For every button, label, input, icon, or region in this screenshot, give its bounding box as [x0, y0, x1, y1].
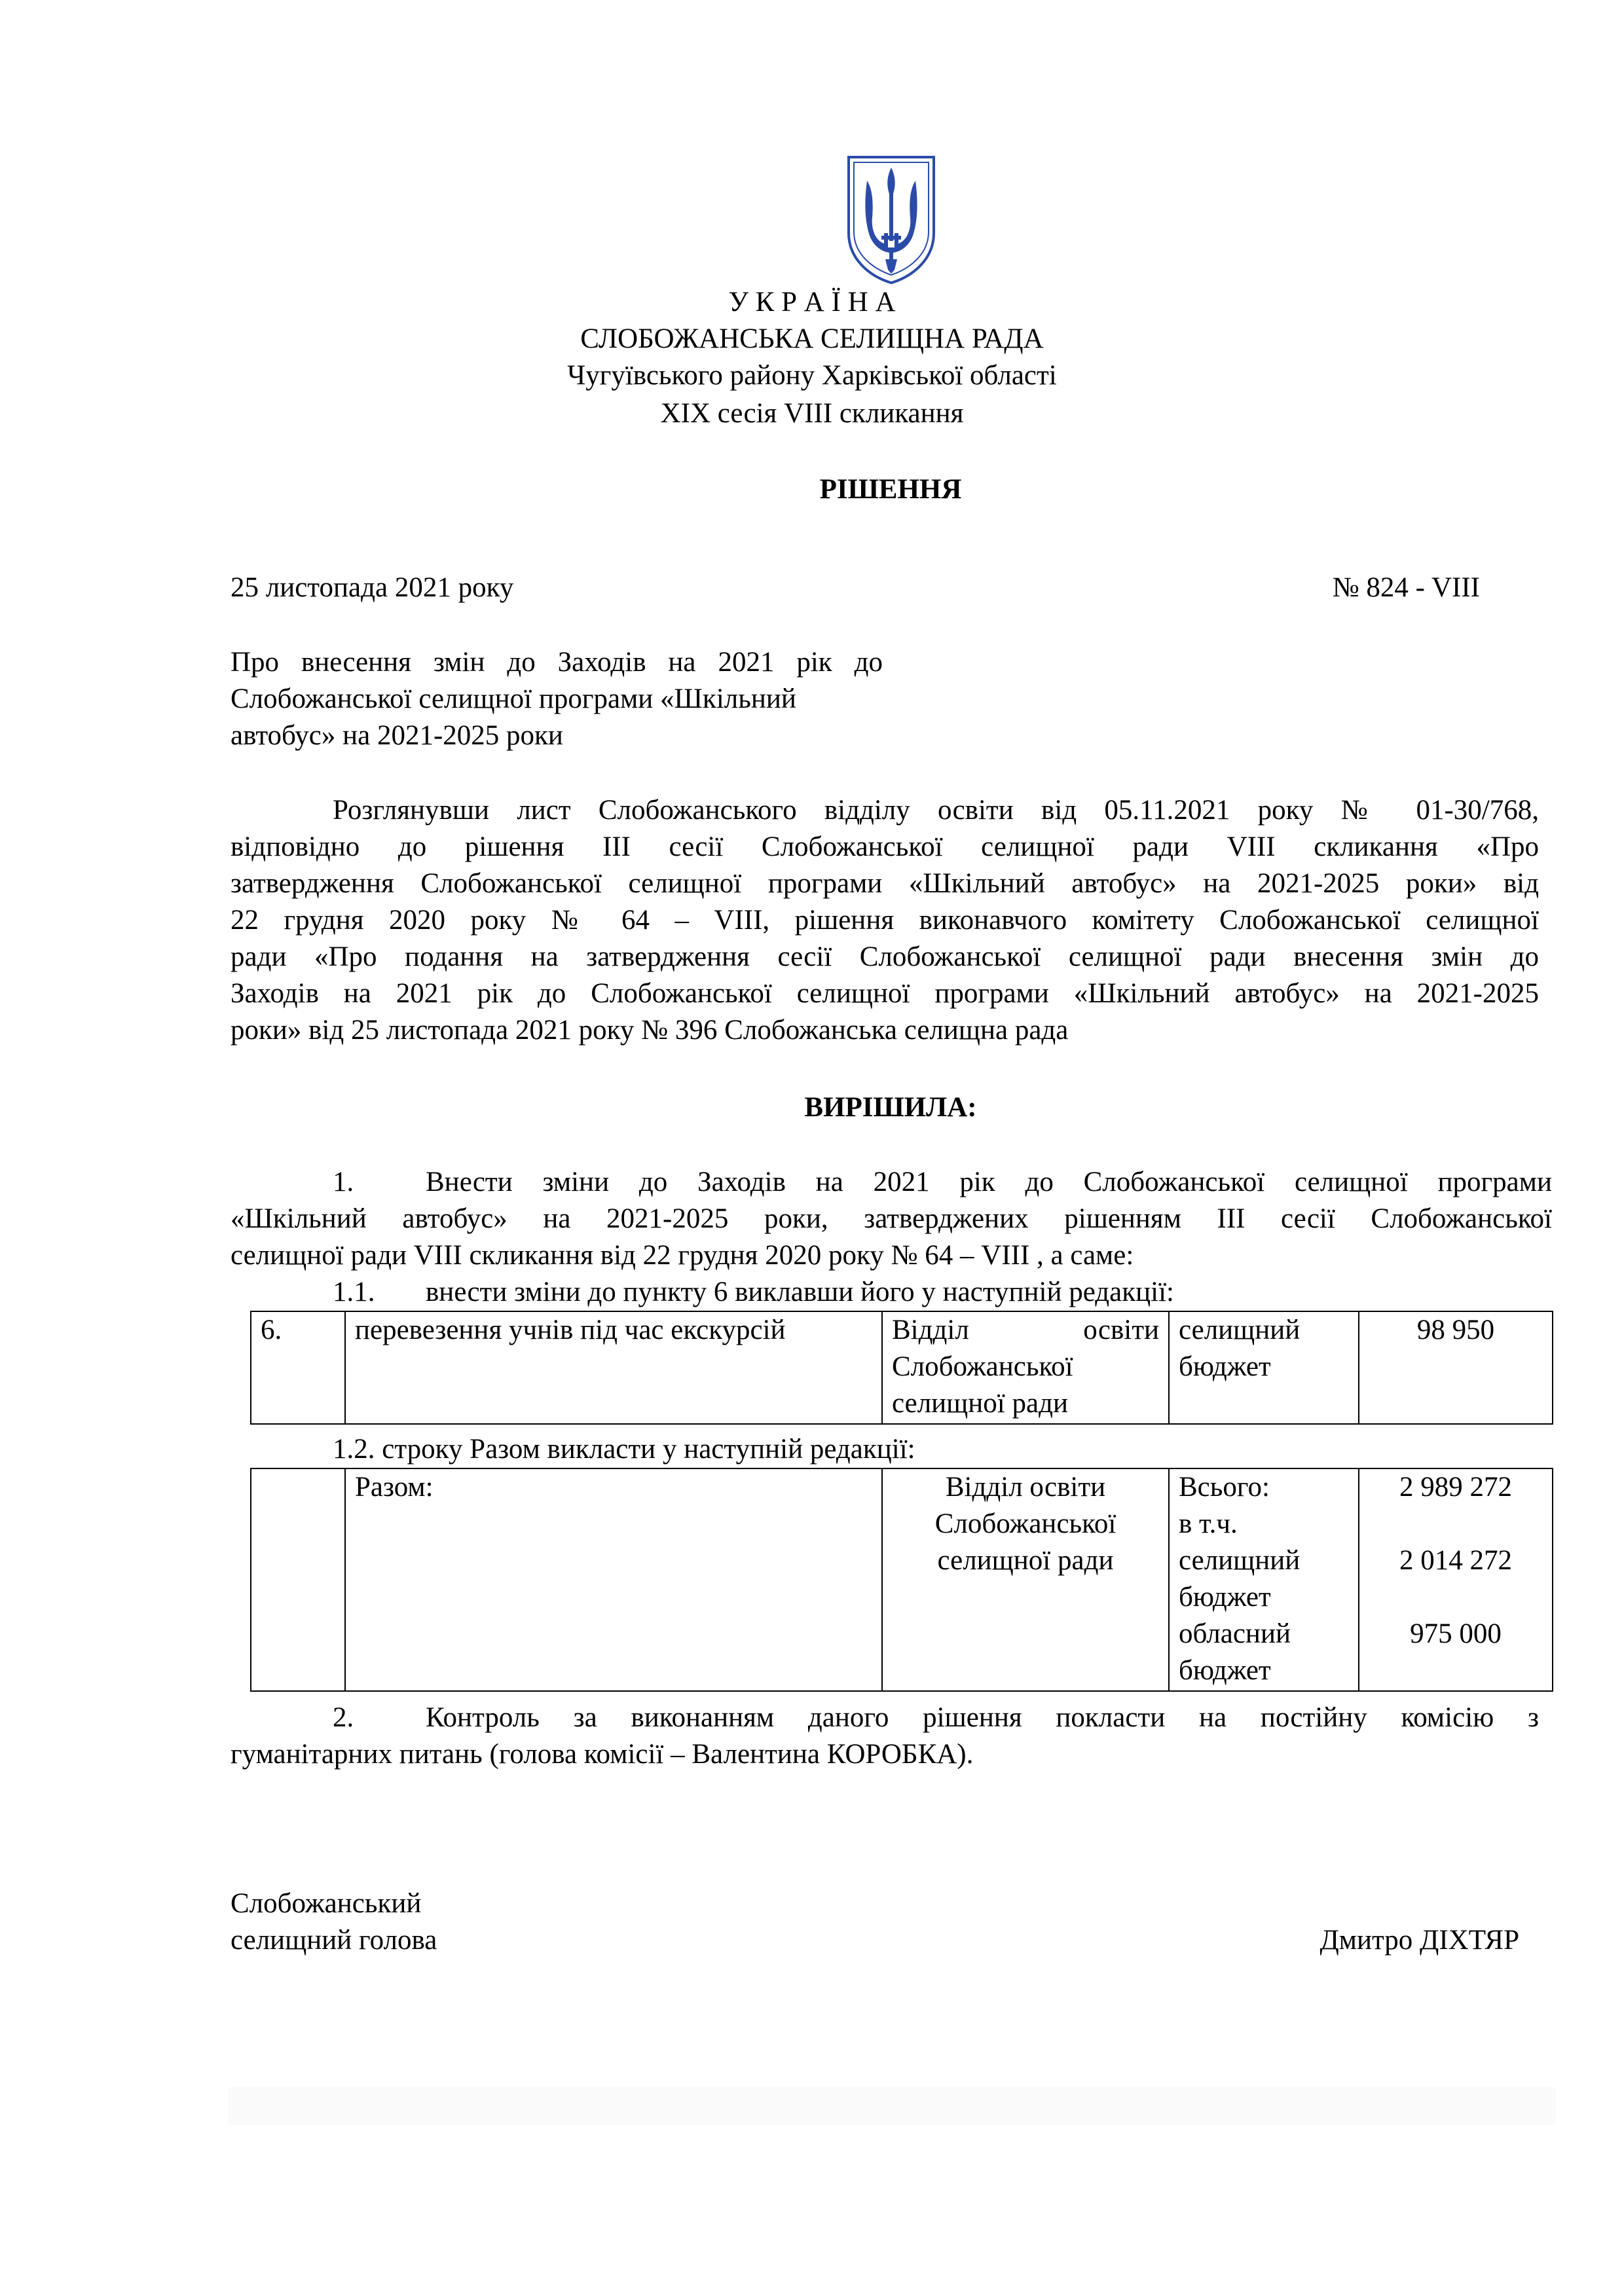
- council-name: СЛОБОЖАНСЬКА СЕЛИЩНА РАДА: [580, 323, 1044, 354]
- footer-band: [228, 2087, 1556, 2125]
- preamble-line-3: затвердження Слобожанської селищної програми «Шкільний автобус» на 2021-2025 роки» від: [231, 868, 1539, 899]
- item-1-line-3: селищної ради VIII скликання від 22 грудня 2020 року № 64 – VIII , а саме:: [231, 1240, 1134, 1271]
- country-title: У К Р А Ї Н А: [728, 287, 896, 318]
- amounts-cell: 2 989 272 2 014 272 975 000: [1359, 1468, 1553, 1691]
- resolved-heading: ВИРІШИЛА:: [804, 1092, 977, 1123]
- signature-name: Дмитро ДІХТЯР: [1320, 1925, 1519, 1956]
- decision-number: № 824 - VIII: [1332, 572, 1480, 603]
- table-total: [250, 1468, 1553, 1692]
- document-type: РІШЕННЯ: [819, 474, 962, 505]
- subject-line-3: автобус» на 2021-2025 роки: [231, 720, 563, 751]
- item-2-line-2: гуманітарних питань (голова комісії – Валентина КОРОБКА).: [231, 1739, 974, 1770]
- item-1-1-text: внести зміни до пункту 6 виклавши його у наступній редакції:: [426, 1277, 1174, 1307]
- signature-title-2: селищний голова: [231, 1925, 437, 1956]
- item-1-line-2: «Шкільний автобус» на 2021-2025 роки, затверджених рішенням ІІІ сесії Слобожанської: [231, 1203, 1552, 1234]
- empty-cell: [251, 1468, 345, 1691]
- item-2-line-1: Контроль за виконанням даного рішення покласти на постійну комісію з: [426, 1702, 1539, 1733]
- table-row: [251, 1468, 1553, 1691]
- subject-line-2: Слобожанської селищної програми «Шкільний: [231, 683, 796, 714]
- preamble-line-7: роки» від 25 листопада 2021 року № 396 Слобожанська селищна рада: [231, 1015, 1069, 1046]
- executor-cell: Відділ освіти Слобожанської селищної ради: [882, 1468, 1169, 1691]
- executor-cell: Відділ освіти Слобожанської селищної ради: [882, 1311, 1169, 1424]
- item-1-line-1: Внести зміни до Заходів на 2021 рік до Слобожанської селищної програми: [426, 1167, 1552, 1197]
- total-label-cell: Разом:: [345, 1468, 882, 1691]
- item-1-number: 1.: [333, 1167, 354, 1197]
- table-item-6: [250, 1311, 1553, 1425]
- row-number: 6.: [251, 1311, 345, 1424]
- district-name: Чугуївського району Харківської області: [567, 360, 1057, 391]
- subject-line-1: Про внесення змін до Заходів на 2021 рік до: [231, 647, 883, 678]
- preamble-line-5: ради «Про подання на затвердження сесії Слобожанської селищної ради внесення змін до: [231, 941, 1539, 972]
- preamble-line-1: Розглянувши лист Слобожанського відділу освіти від 05.11.2021 року № 01-30/768,: [333, 795, 1539, 826]
- activity-cell: перевезення учнів під час екскурсій: [345, 1311, 882, 1424]
- coat-of-arms-icon: [845, 155, 938, 285]
- session-info: XIX сесія VIII скликання: [660, 398, 964, 429]
- table-row: [251, 1311, 1553, 1424]
- item-2-number: 2.: [333, 1702, 354, 1733]
- source-cell: селищний бюджет: [1169, 1311, 1359, 1424]
- decision-date: 25 листопада 2021 року: [231, 572, 514, 603]
- amount-cell: 98 950: [1359, 1311, 1553, 1424]
- preamble-line-2: відповідно до рішення ІІІ сесії Слобожанської селищної ради VIII скликання «Про: [231, 831, 1539, 862]
- sources-cell: Всього: в т.ч. селищний бюджет обласний бюджет: [1169, 1468, 1359, 1691]
- preamble-line-6: Заходів на 2021 рік до Слобожанської селищної програми «Шкільний автобус» на 2021-2025: [231, 978, 1539, 1009]
- item-1-1-number: 1.1.: [333, 1277, 375, 1307]
- signature-title-1: Слобожанський: [231, 1888, 422, 1919]
- item-1-2-text: 1.2. строку Разом викласти у наступній редакції:: [333, 1434, 915, 1465]
- preamble-line-4: 22 грудня 2020 року № 64 – VIII, рішення виконавчого комітету Слобожанської селищної: [231, 905, 1539, 936]
